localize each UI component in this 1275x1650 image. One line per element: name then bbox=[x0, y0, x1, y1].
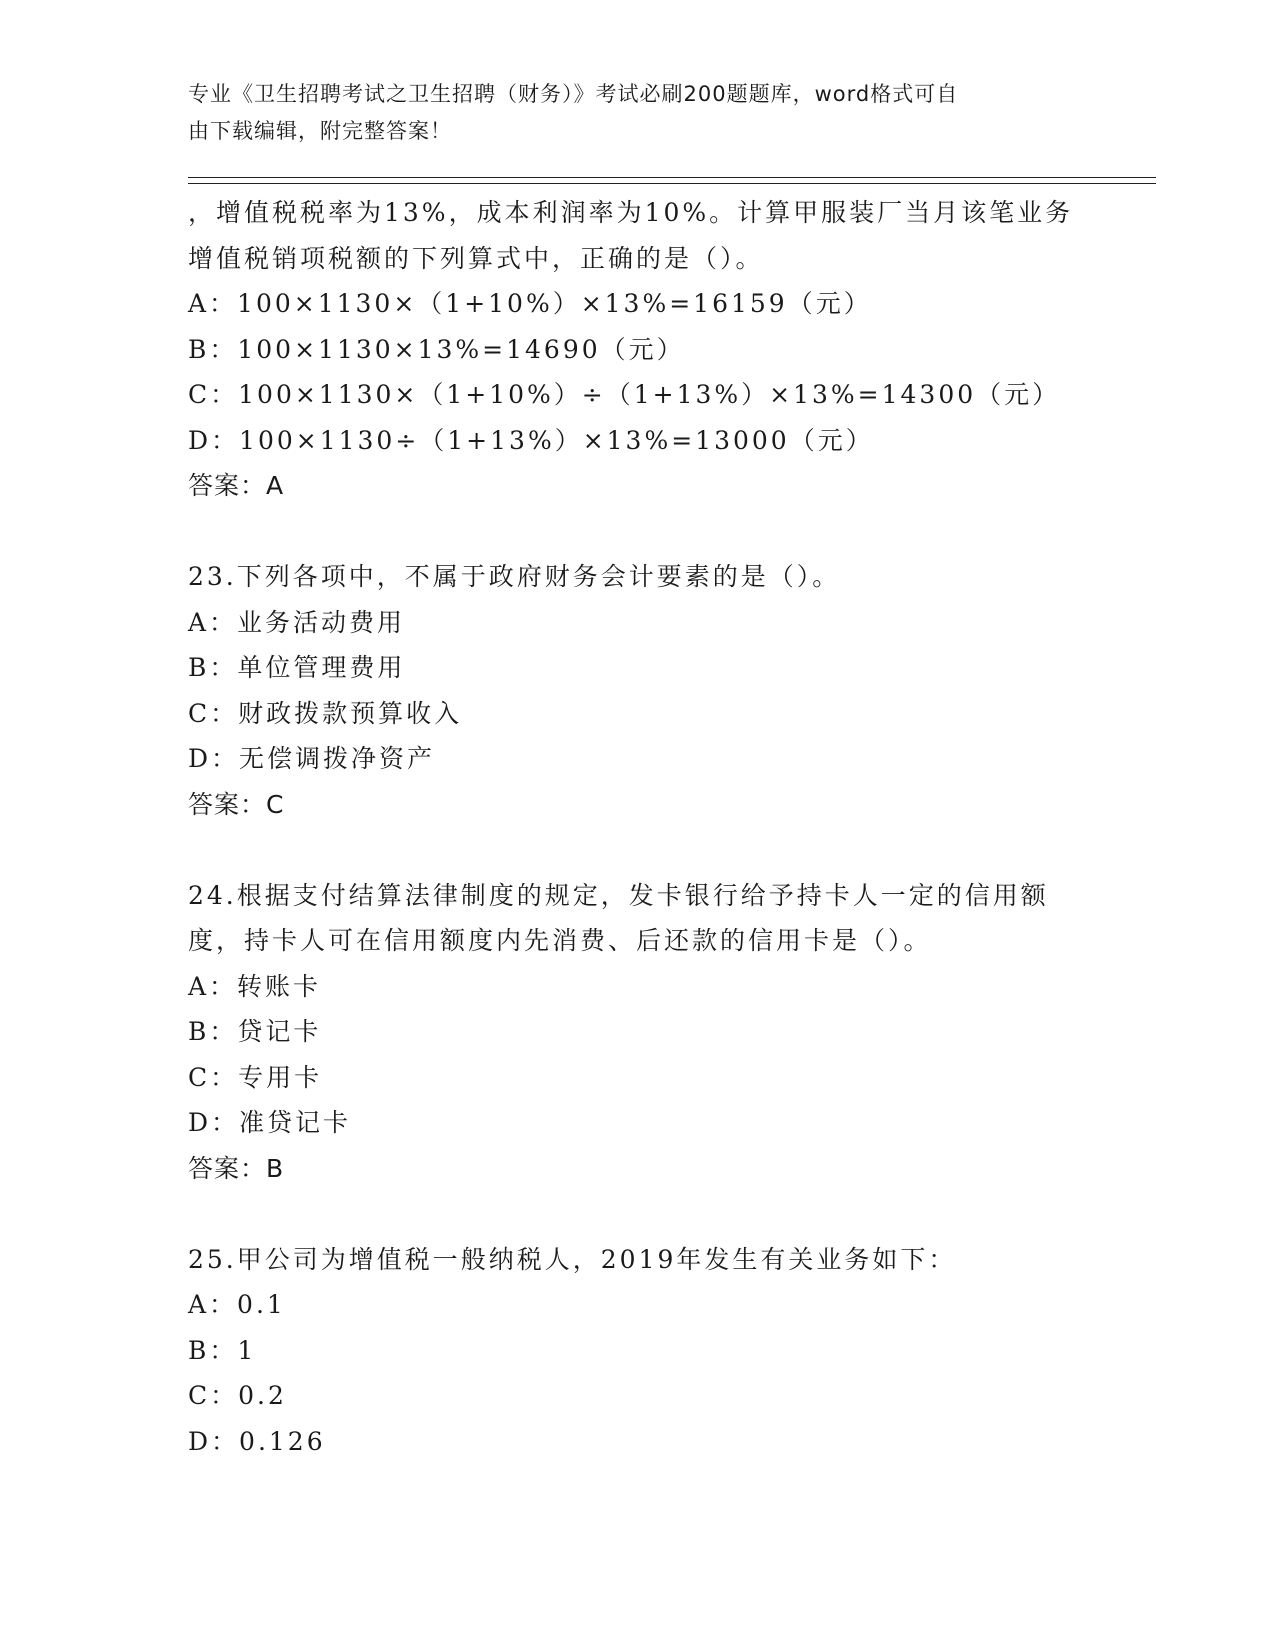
spacer bbox=[188, 509, 1088, 555]
question-24 bbox=[188, 873, 1088, 1192]
spacer bbox=[188, 1191, 1088, 1237]
answer-line: 答案：B bbox=[188, 1153, 285, 1183]
option-b: B：单位管理费用 bbox=[188, 653, 406, 682]
option-d: D：100×1130÷（1+13%）×13%=13000（元） bbox=[188, 425, 874, 455]
question-22 bbox=[188, 190, 1088, 509]
option-b: B：贷记卡 bbox=[188, 1017, 322, 1046]
question-stem: 25.甲公司为增值税一般纳税人，2019年发生有关业务如下： bbox=[188, 1244, 957, 1274]
answer-line: 答案：C bbox=[188, 789, 285, 819]
answer-line: 答案：A bbox=[188, 471, 285, 500]
option-c: C：专用卡 bbox=[188, 1062, 323, 1092]
option-d: D：准贷记卡 bbox=[188, 1108, 352, 1137]
question-23 bbox=[188, 554, 1088, 827]
question-stem: 度，持卡人可在信用额度内先消费、后还款的信用卡是（）。 bbox=[188, 926, 932, 955]
question-stem: 增值税销项税额的下列算式中，正确的是（）。 bbox=[188, 243, 764, 273]
option-d: D：0.126 bbox=[188, 1426, 326, 1456]
question-stem: ，增值税税率为13%，成本利润率为10%。计算甲服装厂当月该笔业务 bbox=[188, 198, 1074, 227]
option-b: B：100×1130×13%=14690（元） bbox=[188, 334, 685, 364]
spacer bbox=[188, 827, 1088, 873]
header-line-2: 由下载编辑，附完整答案！ bbox=[188, 119, 452, 143]
option-a: A：100×1130×（1+10%）×13%=16159（元） bbox=[188, 289, 872, 318]
option-d: D：无偿调拨净资产 bbox=[188, 744, 436, 773]
header-divider-top bbox=[188, 177, 1156, 178]
question-stem: 24.根据支付结算法律制度的规定，发卡银行给予持卡人一定的信用额 bbox=[188, 880, 1049, 910]
question-25 bbox=[188, 1237, 1088, 1465]
header-divider-bottom bbox=[188, 183, 1156, 184]
question-stem: 23.下列各项中，不属于政府财务会计要素的是（）。 bbox=[188, 562, 841, 591]
option-b: B：1 bbox=[188, 1335, 257, 1365]
option-a: A：0.1 bbox=[188, 1290, 286, 1319]
option-c: C：0.2 bbox=[188, 1381, 287, 1410]
document-body bbox=[188, 190, 1088, 1464]
option-a: A：转账卡 bbox=[188, 971, 322, 1001]
header-line-1: 专业《卫生招聘考试之卫生招聘（财务）》考试必刷200题题库，word格式可自 bbox=[188, 82, 959, 106]
document-header bbox=[188, 76, 1068, 150]
option-c: C：100×1130×（1+10%）÷（1+13%）×13%=14300（元） bbox=[188, 380, 1061, 409]
option-a: A：业务活动费用 bbox=[188, 607, 406, 637]
option-c: C：财政拨款预算收入 bbox=[188, 698, 463, 728]
